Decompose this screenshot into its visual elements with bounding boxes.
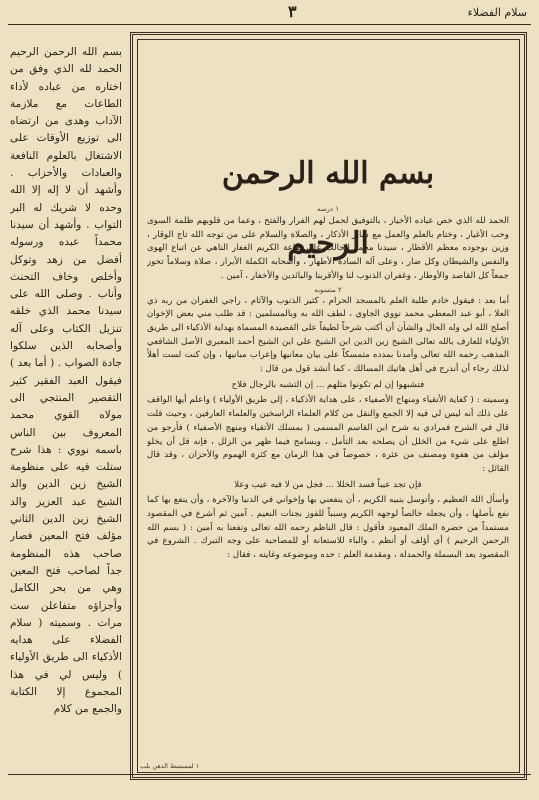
main-text-frame — [130, 32, 527, 780]
paragraph-title-naming: وسميته : ( كفاية الأتقياء ومنهاج الأصفياء ، على هداية الأذكياء ، إلى طريق الأولياء ) واعلم أيها الواقف على ذلك أنه ليس لي فيه إلا الجمع والنقل من كلام العلماء الراسخين والعلماء العارفين ، وحيث قلت قال في الشرح فمرادي به شرح ابن القاسم المسمى ( بمسلك الأتقياء ومنهج الأصفياء ) فأرجو من اطلع على شيء من الخلل أن يصلحه بعد التأمل ، ويسامح فيما ظهر من الزلل ، فإنه قل أن يخلو مؤلف من هفوة ومصنف من عثرة ، خصوصاً في هذا الزمان مع كثرة الهموم والأحزان ، وقد قال القائل : — [147, 395, 509, 474]
footer-divider — [8, 774, 531, 775]
header-divider — [8, 24, 531, 25]
paragraph-opening: الحمد لله الذي خص عباده الأخيار ، بالتوفيق لحمل لهم الفرار والفتح ، وعما من قلوبهم ظلمة السوى وحب الأغيار ، وختام بالعلم والعمل مع ساير الأذكار ، والصلاة والسلام على من توجه الله تاج الوقار ، وزين بوجوده معظم الأقطار ، سيدنا محمد الجالب على طاعة الكريم الغفار الناهي عن اتباع الهوى والنفس والشيطان وكل ضار ، وعلى آله السادة الأطهار ، وأصحابه الكملة الأبرار ، صلاة وسلاماً تحوز جمعاً كل القاصد والأوطار ، وغفران الذنوب لنا والأقربنا والبائدين والأخفار ، آمين . — [147, 216, 509, 281]
paragraph-closing: وأسأل الله العظيم ، وأتوسل بنبيه الكريم ، أن ينفعني بها وإخواني في الدنيا والآخرة ، وأن ينفع بها كما نفع بأصلها ، وأن يجعله خالصاً لوجهه الكريم وسبباً للفوز بجنات النعيم . آمين ثم أشرع في المقصود مستمداً من حضرة الملك المعبود فأقول : قال الناظم رحمه الله تعالى ونفعنا به آمين : ( بسم الله الرحمن الرحيم ) أي أؤلف أو أنظم ، والباء للاستعانة أو للمصاحبة على وجه التبرك . الشروع في المقصود بعد البسملة والحمدلة ، ومقدمة العلم : حده وموضوعه وغايته ، فقال : — [147, 495, 509, 561]
marginal-note-top: ١ درسه — [316, 205, 340, 213]
verse-line-2: فإن تجد عيباً فسد الخللا ... فجل من لا فيه عيب وعلا — [234, 479, 422, 490]
basmala-calligraphy: بسم الله الرحمن الرحيم — [221, 156, 435, 261]
page-number: ٣ — [288, 2, 297, 21]
running-header-title: سلام الفضلاء — [467, 6, 527, 19]
marginal-note-middle: ٢ منسوبه — [314, 285, 342, 294]
verse-line: فتشبهوا إن لم تكونوا مثلهم ... إن التشبه بالرجال فلاح — [231, 379, 425, 390]
paragraph-amma-bad: أما بعد : فيقول خادم طلبة العلم بالمسجد الحرام ، كثير الذنوب والآثام ، راجي الغفران من ربه ذي العلا ، أبو عبد المعطي محمد نووي الجاوي ، لطف الله به وبالمسلمين : قد طلب مني بعض الإخوان أصلح الله لي وله الحال والشأن أن أكتب شرحاً لطيفاً على القصيدة المسماة بهداية الأذكياء الى طريق الأولياء للعارف بالله تعالى الشيخ زين الدين ابن الشيخ علي ابن الشيخ أحمد المعبري الأصل الشافعي المذهب رحمه الله تعالى وأمدنا بمدده متمسكاً على بيان معانيها وإعراب مبانيها ، وإن كنت لست أهلاً لذلك رجاء أن أندرج في أهل هاتيك المسالك ، كما أنشد قول من قال : — [147, 295, 509, 375]
margin-commentary: بسم الله الرحمن الرحيم الحمد لله الذي وفق من اختاره من عباده لأداء الطاعات مع ملازمة الآداب وهدى من ارتضاه الى توزيع الأوقات على الاشتغال بالعلوم النافعة والعبادات والأحزاب . وأشهد أن لا إله إلا الله وحده لا شريك له البر التواب . وأشهد أن سيدنا محمداً عبده ورسوله أفضل من زهد وتوكل وأخلص وخاف التحنث وأناب . وصلى الله على سيدنا محمد الذي خلقه تنزيل الكتاب وعلى آله وأصحابه الذين سلكوا جادة الصواب . ( أما بعد ) فيقول العبد الفقير كثير التقصير المنتجي الى مولاه القوي محمد المعروف بين الناس باسمه نووي : هذا شرح ستلت فيه على منظومة الشيخ زين الدين والد الشيخ عبد العزيز والد الشيخ زين الدين الثاني مؤلف فتح المعين فصار صاحب هذه المنظومة جداً لصاحب فتح المعين وهي من بحر الكامل وأجزاؤه متفاعلن ست مرات . وسميته ( سلام الفضلاء على هدايه الأذكياء الى طريق الأولياء ) وليس لي في هذا المجموع إلا الكتابة والجمع من كلام — [10, 46, 122, 716]
main-body-text — [147, 215, 509, 745]
footer-note: ١ لمستنبط الدهن بلب — [140, 762, 200, 770]
